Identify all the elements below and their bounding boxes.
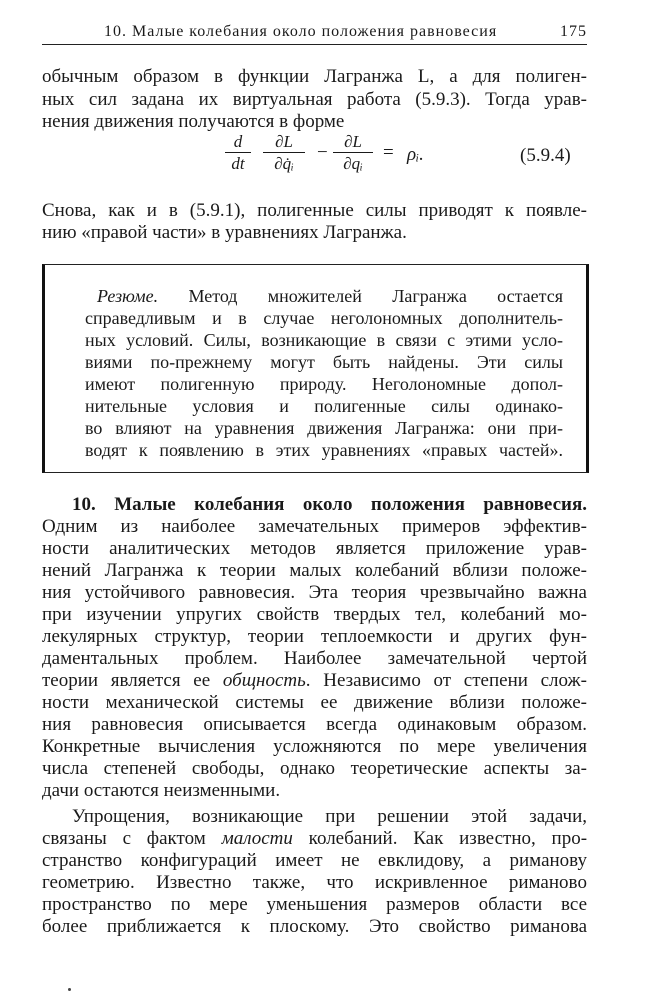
eq-d-numerator: d [225, 132, 251, 153]
para1-line-11: Конкретные вычисления усложняются по мере увеличения [42, 736, 587, 757]
para1-line-13: дачи остаются неизменными. [42, 780, 281, 801]
eq-dl-numerator: ∂L [263, 132, 305, 153]
summary-line-2: справедливым и в случае неголономных дополнитель- [85, 308, 563, 328]
emphasis-generality: общность [222, 670, 306, 691]
para1-line-3: нений Лагранжа к теории малых колебаний вблизи положе- [42, 560, 587, 581]
summary-line-3: ных условий. Силы, возникающие в связи с этими усло- [85, 330, 563, 350]
eq-dq-denominator: ∂qᵢ [343, 154, 363, 173]
summary-line-5: имеют полигенную природу. Неголономные допол- [85, 374, 563, 394]
running-header [42, 22, 587, 45]
eq-minus-sign: − [317, 142, 328, 163]
summary-line-1 [97, 285, 563, 307]
summary-line-7: во влияют на уравнения движения Лагранжа: они при- [85, 418, 563, 438]
para2-line-6: более приближается к плоскому. Это свойство риманова [42, 916, 587, 937]
para1-line-2: ности аналитических методов является приложение урав- [42, 538, 587, 559]
summary-line-4: виями по-прежнему могут быть найдены. Эти силы [85, 352, 563, 372]
dl-dqdot-fraction [263, 132, 305, 175]
eq-dl-numerator-2: ∂L [333, 132, 373, 153]
summary-line-8: водят к появлению в этих уравнениях «правых частей». [85, 440, 563, 460]
summary-line-6: нительные условия и полигенные силы одинако- [85, 396, 563, 416]
para1-line-6: лекулярных структур, теории теплоемкости и других фун- [42, 626, 587, 647]
para1-line-9: ности механической системы ее движение вблизи положе- [42, 692, 587, 713]
para2-line-1: Упрощения, возникающие при решении этой задачи, [72, 806, 587, 827]
eq-dt-denominator: dt [231, 154, 245, 173]
intro-line-1: обычным образом в функции Лагранжа L, а для полиген- [42, 66, 587, 87]
intro-line-3: нения движения получаются в форме [42, 111, 345, 132]
after-eq-line-1: Снова, как и в (5.9.1), полигенные силы приводят к появле- [42, 200, 587, 221]
para1-line-4: ния устойчивого равновесия. Эта теория чрезвычайно важна [42, 582, 587, 603]
page-number: 175 [560, 23, 587, 40]
d-dt-fraction [225, 132, 251, 175]
running-header-title: 10. Малые колебания около положения равновесия [104, 23, 498, 40]
eq-equals-sign: = [383, 142, 394, 163]
para2-line-2-pre: связаны с фактом [42, 828, 206, 849]
para2-line-2-post: колебаний. Как известно, про- [308, 828, 588, 849]
para2-line-5: пространство по мере уменьшения размеров области все [42, 894, 587, 915]
para2-line-3: странство конфигураций имеет не евклидову, а риманову [42, 850, 587, 871]
para1-line-10: ния равновесия описывается всегда одинаковым образом. [42, 714, 587, 735]
summary-box [42, 264, 589, 473]
para1-line-7: даментальных проблем. Наиболее замечательной чертой [42, 648, 587, 669]
para1-line-5: при изучении упругих свойств твердых тел, колебаний мо- [42, 604, 587, 625]
emphasis-smallness: малости [221, 828, 293, 849]
eq-rhs: ρᵢ. [407, 144, 424, 165]
summary-label: Резюме. [97, 286, 159, 306]
intro-line-2: ных сил задана их виртуальная работа (5.9.3). Тогда урав- [42, 89, 587, 110]
para2-line-4: геометрию. Известно также, что искривленное римановo [42, 872, 587, 893]
para1-line-8-post: . Независимо от степени слож- [305, 670, 588, 691]
summary-line-1-rest: Метод множителей Лагранжа остается [188, 286, 564, 306]
section-heading: 10. Малые колебания около положения равновесия. [72, 494, 587, 515]
scan-speck [68, 988, 71, 991]
para2-line-2 [42, 828, 587, 850]
para1-line-12: числа степеней свободы, однако теоретические аспекты за- [42, 758, 587, 779]
dl-dq-fraction [333, 132, 373, 175]
para1-line-8 [42, 670, 587, 692]
equation-number: (5.9.4) [520, 145, 571, 166]
eq-dqdot-denominator: ∂q̇ᵢ [274, 154, 294, 173]
para1-line-1: Одним из наиболее замечательных примеров эффектив- [42, 516, 587, 537]
after-eq-line-2: нию «правой части» в уравнениях Лагранжа. [42, 222, 407, 243]
para1-line-8-pre: теории является ее [42, 670, 211, 691]
lagrange-equation [225, 132, 455, 184]
